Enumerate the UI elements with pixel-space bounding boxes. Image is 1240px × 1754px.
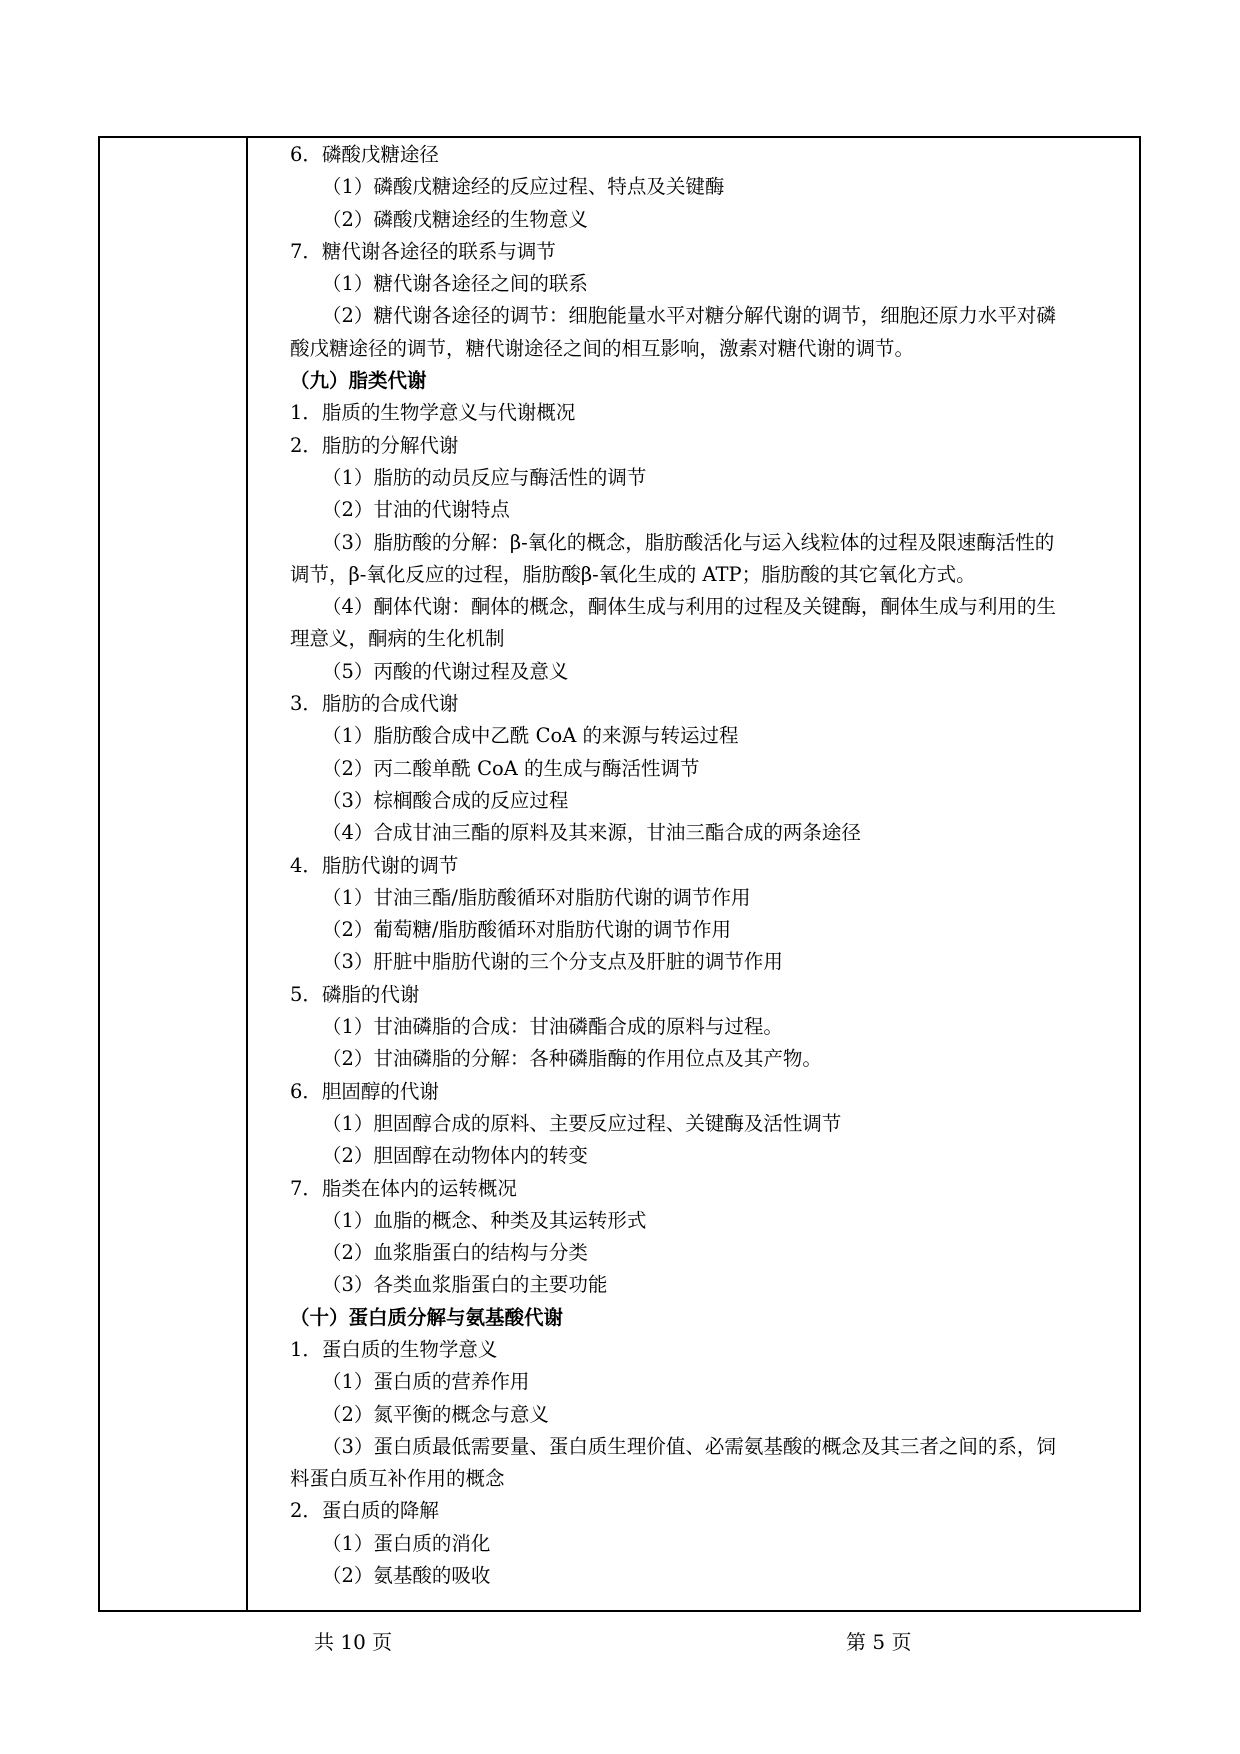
list-item: 7．糖代谢各途径的联系与调节 [290,239,556,263]
paragraph-first-line: （3）蛋白质最低需要量、蛋白质生理价值、必需氨基酸的概念及其三者之间的系，饲 [322,1434,1056,1458]
list-item: 3．脂肪的合成代谢 [290,692,459,716]
sub-item: （1）蛋白质的消化 [322,1531,491,1555]
paragraph-rest: 调节，β-氧化反应的过程，脂肪酸β-氧化生成的 ATP；脂肪酸的其它氧化方式。 [290,562,976,586]
paragraph [290,527,1127,592]
sub-item: （1）血脂的概念、种类及其运转形式 [322,1208,647,1232]
sub-item: （3）肝脏中脂肪代谢的三个分支点及肝脏的调节作用 [322,950,783,974]
paragraph-rest: 料蛋白质互补作用的概念 [290,1467,505,1491]
sub-item: （2）甘油的代谢特点 [322,498,510,522]
sub-item: （2）氮平衡的概念与意义 [322,1402,549,1426]
paragraph-first-line: （2）糖代谢各途径的调节：细胞能量水平对糖分解代谢的调节，细胞还原力水平对磷 [322,304,1056,328]
paragraph [290,1431,1127,1496]
sub-item: （2）丙二酸单酰 CoA 的生成与酶活性调节 [322,756,700,780]
list-item: 4．脂肪代谢的调节 [290,853,459,877]
page-number: 第 5 页 [846,1630,912,1654]
section-heading: （九）脂类代谢 [290,369,427,393]
sub-item: （2）胆固醇在动物体内的转变 [322,1144,588,1168]
sub-item: （1）蛋白质的营养作用 [322,1370,530,1394]
sub-item: （2）氨基酸的吸收 [322,1564,491,1588]
sub-item: （2）甘油磷脂的分解：各种磷脂酶的作用位点及其产物。 [322,1047,822,1071]
list-item: 2．蛋白质的降解 [290,1499,439,1523]
paragraph [290,591,1127,656]
list-item: 6．磷酸戊糖途径 [290,143,439,166]
sub-item: （4）合成甘油三酯的原料及其来源，甘油三酯合成的两条途径 [322,821,861,845]
paragraph-first-line: （3）脂肪酸的分解：β-氧化的概念，脂肪酸活化与运入线粒体的过程及限速酶活性的 [322,530,1055,554]
sub-item: （2）葡萄糖/脂肪酸循环对脂肪代谢的调节作用 [322,918,731,942]
sub-item: （1）磷酸戊糖途经的反应过程、特点及关键酶 [322,175,725,199]
syllabus-content [290,139,1127,1592]
page-total: 共 10 页 [314,1630,393,1654]
paragraph [290,300,1127,365]
sub-item: （3）棕榈酸合成的反应过程 [322,788,569,812]
list-item: 7．脂类在体内的运转概况 [290,1176,517,1200]
sub-item: （3）各类血浆脂蛋白的主要功能 [322,1273,608,1297]
sub-item: （1）甘油三酯/脂肪酸循环对脂肪代谢的调节作用 [322,885,751,909]
list-item: 6．胆固醇的代谢 [290,1079,439,1103]
paragraph-rest: 酸戊糖途径的调节，糖代谢途径之间的相互影响，激素对糖代谢的调节。 [290,336,915,360]
sub-item: （1）脂肪酸合成中乙酰 CoA 的来源与转运过程 [322,724,739,748]
sub-item: （5）丙酸的代谢过程及意义 [322,659,569,683]
paragraph-first-line: （4）酮体代谢：酮体的概念，酮体生成与利用的过程及关键酶，酮体生成与利用的生 [322,595,1056,619]
sub-item: （1）甘油磷脂的合成：甘油磷酯合成的原料与过程。 [322,1015,783,1039]
content-table [98,136,1141,1612]
sub-item: （2）血浆脂蛋白的结构与分类 [322,1241,588,1265]
list-item: 1．脂质的生物学意义与代谢概况 [290,401,576,425]
section-heading: （十）蛋白质分解与氨基酸代谢 [290,1305,564,1329]
sub-item: （1）胆固醇合成的原料、主要反应过程、关键酶及活性调节 [322,1111,842,1135]
sub-item: （1）脂肪的动员反应与酶活性的调节 [322,465,647,489]
sub-item: （1）糖代谢各途径之间的联系 [322,272,588,296]
sub-item: （2）磷酸戊糖途经的生物意义 [322,207,588,231]
list-item: 5．磷脂的代谢 [290,982,420,1006]
list-item: 2．脂肪的分解代谢 [290,433,459,457]
list-item: 1．蛋白质的生物学意义 [290,1337,498,1361]
paragraph-rest: 理意义，酮病的生化机制 [290,627,505,651]
left-column [100,138,248,1610]
